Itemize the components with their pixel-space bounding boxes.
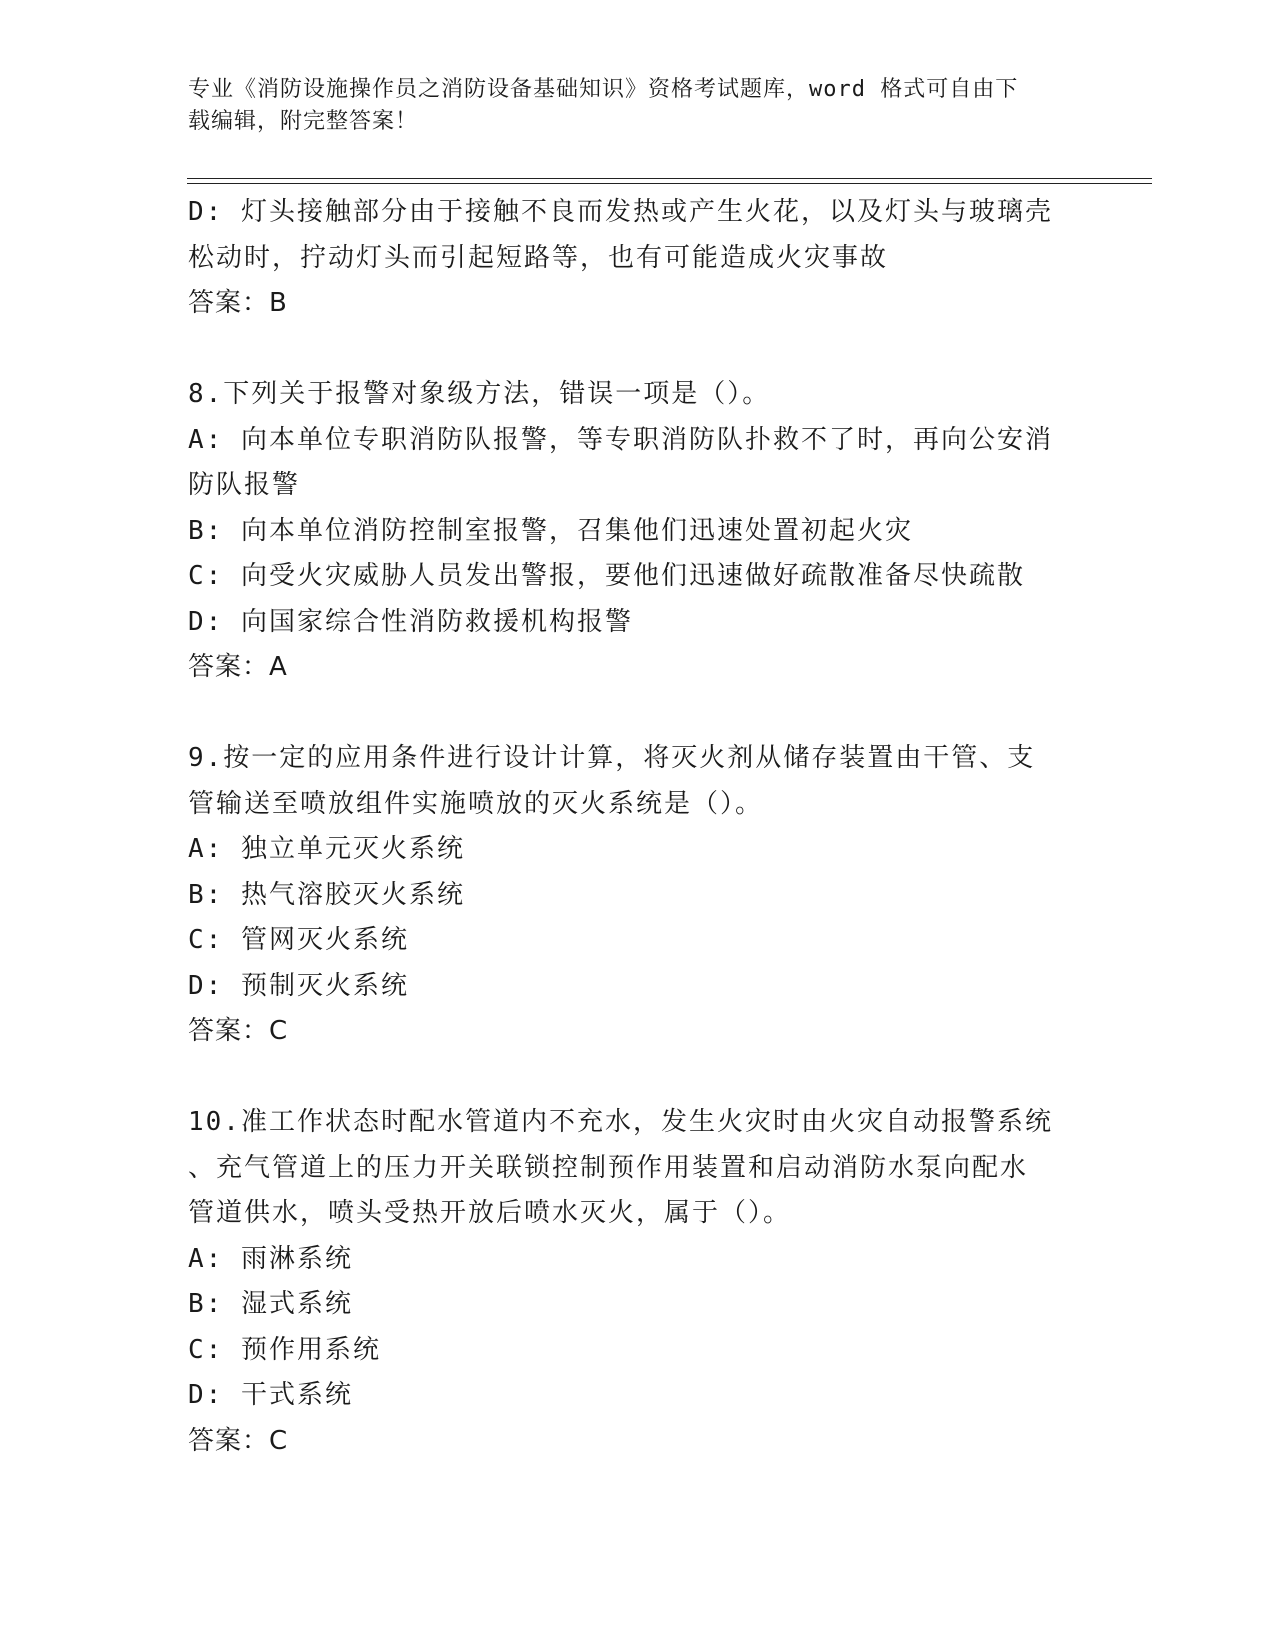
option-a-continued: 防队报警 xyxy=(188,470,301,500)
option-d: D: 灯头接触部分由于接触不良而发热或产生火花，以及灯头与玻璃壳 xyxy=(188,197,1053,227)
option-d: D: 预制灭火系统 xyxy=(188,970,409,1001)
previous-question-tail xyxy=(188,190,1088,327)
question-8 xyxy=(188,372,1088,691)
question-10 xyxy=(188,1100,1088,1464)
option-a: A: 向本单位专职消防队报警，等专职消防队扑救不了时，再向公安消 xyxy=(188,424,1053,455)
header-line-1: 专业《消防设施操作员之消防设备基础知识》资格考试题库，word 格式可自由下 xyxy=(188,77,1019,102)
answer: 答案：B xyxy=(188,288,288,318)
answer: 答案：C xyxy=(188,1016,289,1046)
question-stem: 9.按一定的应用条件进行设计计算，将灭火剂从储存装置由干管、支 xyxy=(188,743,1036,773)
option-b: B: 热气溶胶灭火系统 xyxy=(188,879,465,910)
question-content xyxy=(188,190,1088,1464)
option-d: D: 干式系统 xyxy=(188,1380,353,1410)
document-header xyxy=(188,74,1068,138)
option-d-continued: 松动时，拧动灯头而引起短路等，也有可能造成火灾事故 xyxy=(188,242,889,273)
option-c: C: 向受火灾威胁人员发出警报，要他们迅速做好疏散准备尽快疏散 xyxy=(188,561,1025,591)
answer: 答案：C xyxy=(188,1425,289,1456)
header-line-2: 载编辑，附完整答案！ xyxy=(188,109,419,134)
header-rule-bottom xyxy=(187,183,1152,184)
question-stem-continued: 管输送至喷放组件实施喷放的灭火系统是（）。 xyxy=(188,788,764,819)
option-d: D: 向国家综合性消防救援机构报警 xyxy=(188,606,633,637)
header-rule-top xyxy=(187,178,1152,179)
option-c: C: 管网灭火系统 xyxy=(188,925,409,955)
answer: 答案：A xyxy=(188,652,288,682)
question-stem-continued: 、充气管道上的压力开关联锁控制预作用装置和启动消防水泵向配水 xyxy=(188,1152,1029,1183)
option-b: B: 向本单位消防控制室报警，召集他们迅速处置初起火灾 xyxy=(188,515,913,546)
question-stem: 8.下列关于报警对象级方法，错误一项是（）。 xyxy=(188,379,771,409)
question-stem-continued-2: 管道供水，喷头受热开放后喷水灭火，属于（）。 xyxy=(188,1198,792,1228)
question-9 xyxy=(188,736,1088,1055)
option-a: A: 独立单元灭火系统 xyxy=(188,834,465,864)
option-b: B: 湿式系统 xyxy=(188,1289,353,1319)
option-c: C: 预作用系统 xyxy=(188,1334,381,1365)
option-a: A: 雨淋系统 xyxy=(188,1243,353,1274)
question-stem: 10.准工作状态时配水管道内不充水，发生火灾时由火灾自动报警系统 xyxy=(188,1107,1053,1137)
